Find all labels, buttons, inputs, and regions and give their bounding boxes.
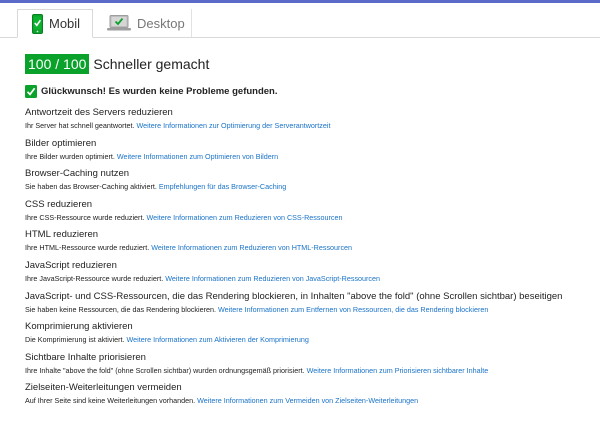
rule-description-text: Ihre HTML-Ressource wurde reduziert. bbox=[25, 243, 150, 253]
tab-desktop[interactable] bbox=[93, 9, 192, 37]
rule-item bbox=[25, 351, 595, 382]
score-badge: 100 / 100 bbox=[25, 54, 89, 74]
rule-description bbox=[25, 272, 595, 285]
rule-title: Komprimierung aktivieren bbox=[25, 321, 133, 333]
phone-check-icon bbox=[32, 14, 43, 34]
rule-description bbox=[25, 150, 595, 163]
laptop-check-icon bbox=[107, 15, 131, 31]
rule-learn-more-link[interactable]: Weitere Informationen zum Optimieren von Bildern bbox=[116, 151, 279, 161]
rule-title: HTML reduzieren bbox=[25, 229, 99, 241]
rule-learn-more-link[interactable]: Weitere Informationen zur Optimierung der Serverantwortzeit bbox=[136, 121, 331, 130]
rule-description bbox=[25, 394, 595, 407]
passed-rules-list bbox=[25, 106, 595, 412]
rule-title: Bilder optimieren bbox=[25, 137, 97, 149]
rule-description-text: Ihre Inhalte "above the fold" (ohne Scrollen sichtbar) wurden ordnungsgemäß priorisiert. bbox=[25, 365, 305, 375]
rule-item bbox=[25, 198, 595, 229]
rule-item bbox=[25, 228, 595, 259]
congrats-message bbox=[25, 85, 278, 98]
rule-item bbox=[25, 381, 595, 412]
rule-description bbox=[25, 180, 595, 193]
rule-item bbox=[25, 290, 595, 321]
rule-learn-more-link[interactable]: Weitere Informationen zum Priorisieren sichtbarer Inhalte bbox=[306, 365, 489, 375]
rule-title: Zielseiten-Weiterleitungen vermeiden bbox=[25, 382, 182, 394]
rule-item bbox=[25, 167, 595, 198]
congrats-text: Glückwunsch! Es wurden keine Probleme gefunden. bbox=[41, 86, 278, 97]
rule-learn-more-link[interactable]: Weitere Informationen zum Reduzieren von JavaScript-Ressourcen bbox=[165, 273, 381, 283]
device-tabs bbox=[0, 3, 600, 38]
rule-learn-more-link[interactable]: Weitere Informationen zum Aktivieren der Komprimierung bbox=[126, 335, 309, 345]
tab-mobile-label: Mobil bbox=[49, 16, 81, 31]
rule-learn-more-link[interactable]: Empfehlungen für das Browser-Caching bbox=[158, 182, 287, 192]
rule-description bbox=[25, 211, 595, 224]
rule-description-text: Auf Ihrer Seite sind keine Weiterleitungen vorhanden. bbox=[25, 396, 196, 406]
rule-title: JavaScript- und CSS-Ressourcen, die das Rendering blockieren, in Inhalten "above the fold" (ohne Scrollen sichtbar) beseitigen bbox=[25, 290, 563, 302]
rule-learn-more-link[interactable]: Weitere Informationen zum Reduzieren von CSS-Ressourcen bbox=[146, 212, 343, 222]
rule-description bbox=[25, 303, 595, 316]
rule-item bbox=[25, 137, 595, 168]
rule-description bbox=[25, 333, 595, 346]
rule-learn-more-link[interactable]: Weitere Informationen zum Vermeiden von Zielseiten-Weiterleitungen bbox=[197, 396, 419, 406]
check-box-icon bbox=[25, 85, 37, 98]
rule-description-text: Ihre CSS-Ressource wurde reduziert. bbox=[25, 212, 145, 222]
rule-description bbox=[25, 119, 595, 132]
rule-title: Browser-Caching nutzen bbox=[25, 168, 130, 180]
rule-learn-more-link[interactable]: Weitere Informationen zum Reduzieren von HTML-Ressourcen bbox=[151, 243, 353, 253]
rule-description-text: Ihre JavaScript-Ressource wurde reduziert. bbox=[25, 273, 164, 283]
rule-description bbox=[25, 364, 595, 377]
rule-description-text: Sie haben das Browser-Caching aktiviert. bbox=[25, 182, 157, 192]
rule-title: Antwortzeit des Servers reduzieren bbox=[25, 107, 173, 118]
rule-item bbox=[25, 106, 595, 137]
tab-desktop-label: Desktop bbox=[137, 15, 185, 31]
rule-title: Sichtbare Inhalte priorisieren bbox=[25, 351, 146, 363]
rule-item bbox=[25, 259, 595, 290]
rule-description-text: Sie haben keine Ressourcen, die das Rendering blockieren. bbox=[25, 304, 216, 314]
rule-description bbox=[25, 241, 595, 254]
tab-mobile[interactable] bbox=[17, 9, 93, 38]
score-summary bbox=[25, 54, 209, 74]
rule-item bbox=[25, 320, 595, 351]
rule-title: JavaScript reduzieren bbox=[25, 259, 117, 271]
rule-description-text: Ihre Bilder wurden optimiert. bbox=[25, 151, 115, 161]
rule-description-text: Ihr Server hat schnell geantwortet. bbox=[25, 121, 135, 130]
rule-title: CSS reduzieren bbox=[25, 198, 93, 210]
rule-description-text: Die Komprimierung ist aktiviert. bbox=[25, 335, 125, 345]
rule-learn-more-link[interactable]: Weitere Informationen zum Entfernen von Ressourcen, die das Rendering blockieren bbox=[218, 304, 489, 314]
score-label: Schneller gemacht bbox=[93, 56, 210, 72]
